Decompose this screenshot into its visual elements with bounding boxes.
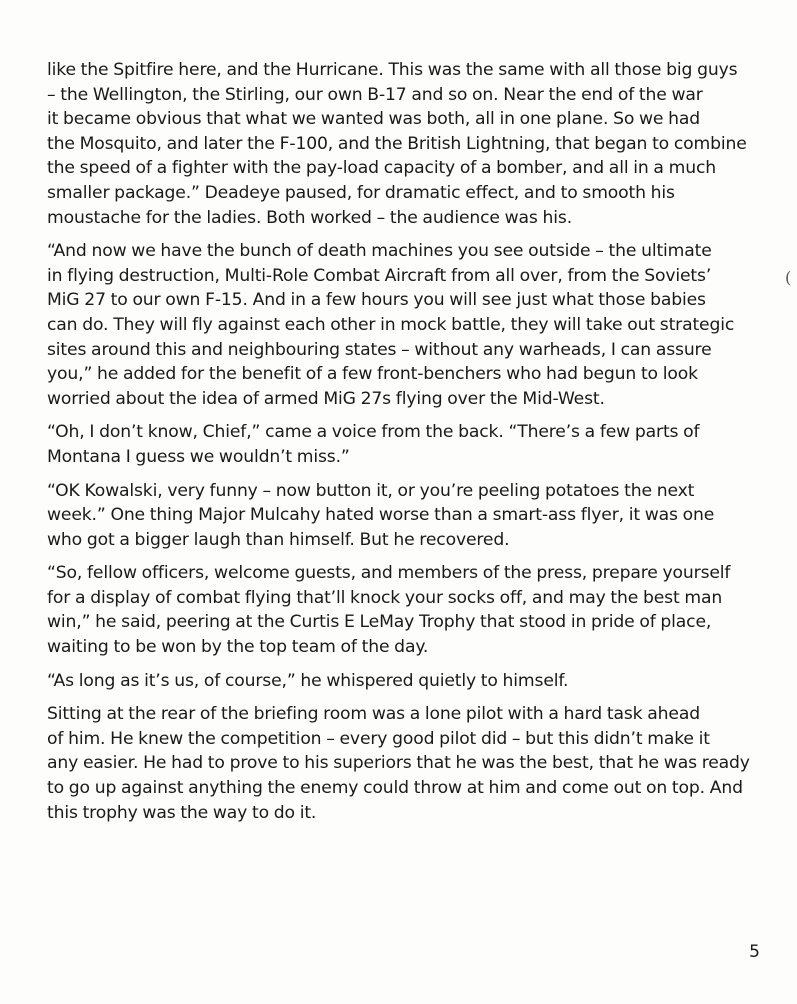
text-line: the speed of a fighter with the pay-load capacity of a bomber, and all in a much — [47, 158, 717, 179]
text-line: – the Wellington, the Stirling, our own B-17 and so on. Near the end of the war — [47, 84, 703, 105]
text-line: waiting to be won by the top team of the day. — [47, 637, 429, 658]
text-line: “OK Kowalski, very funny – now button it, or you’re peeling potatoes the next — [47, 480, 695, 501]
text-line: week.” One thing Major Mulcahy hated worse than a smart-ass flyer, it was one — [47, 505, 715, 526]
text-line: sites around this and neighbouring states – without any warheads, I can assure — [47, 339, 712, 360]
text-line: “So, fellow officers, welcome guests, and members of the press, prepare yourself — [47, 563, 731, 584]
text-line: worried about the idea of armed MiG 27s flying over the Mid-West. — [47, 388, 605, 409]
text-line: “And now we have the bunch of death machines you see outside – the ultimate — [47, 241, 712, 262]
text-line: you,” he added for the benefit of a few front-benchers who had begun to look — [47, 364, 698, 385]
paragraph-6 — [47, 669, 757, 694]
page-number: 5 — [749, 942, 760, 962]
text-line: it became obvious that what we wanted was both, all in one plane. So we had — [47, 109, 701, 130]
text-line: Montana I guess we wouldn’t miss.” — [47, 446, 350, 467]
text-line: for a display of combat flying that’ll knock your socks off, and may the best man — [47, 587, 723, 608]
paragraph-7 — [47, 702, 757, 825]
text-line: MiG 27 to our own F-15. And in a few hours you will see just what those babies — [47, 290, 706, 311]
text-line: who got a bigger laugh than himself. But he recovered. — [47, 529, 510, 550]
paragraph-3 — [47, 420, 757, 469]
paragraph-1 — [47, 58, 757, 230]
text-line: Sitting at the rear of the briefing room was a lone pilot with a hard task ahead — [47, 704, 700, 725]
text-line: can do. They will fly against each other in mock battle, they will take out strategic — [47, 314, 735, 335]
text-line: “As long as it’s us, of course,” he whispered quietly to himself. — [47, 670, 569, 691]
text-line: win,” he said, peering at the Curtis E LeMay Trophy that stood in pride of place, — [47, 612, 712, 633]
paragraph-5 — [47, 561, 757, 659]
paragraph-4 — [47, 479, 757, 553]
text-line: this trophy was the way to do it. — [47, 802, 317, 823]
paragraph-2 — [47, 239, 757, 411]
text-line: the Mosquito, and later the F-100, and the British Lightning, that began to combine — [47, 133, 747, 154]
text-line: any easier. He had to prove to his superiors that he was the best, that he was ready — [47, 753, 750, 774]
page-body — [47, 58, 757, 834]
text-line: like the Spitfire here, and the Hurricane. This was the same with all those big guys — [47, 60, 738, 80]
margin-mark: ( — [785, 268, 792, 287]
text-line: of him. He knew the competition – every good pilot did – but this didn’t make it — [47, 728, 710, 749]
text-line: to go up against anything the enemy could throw at him and come out on top. And — [47, 778, 743, 799]
text-line: in flying destruction, Multi-Role Combat Aircraft from all over, from the Soviets’ — [47, 265, 712, 286]
text-line: “Oh, I don’t know, Chief,” came a voice from the back. “There’s a few parts of — [47, 422, 700, 443]
text-line: smaller package.” Deadeye paused, for dramatic effect, and to smooth his — [47, 182, 675, 203]
text-line: moustache for the ladies. Both worked – the audience was his. — [47, 207, 573, 228]
